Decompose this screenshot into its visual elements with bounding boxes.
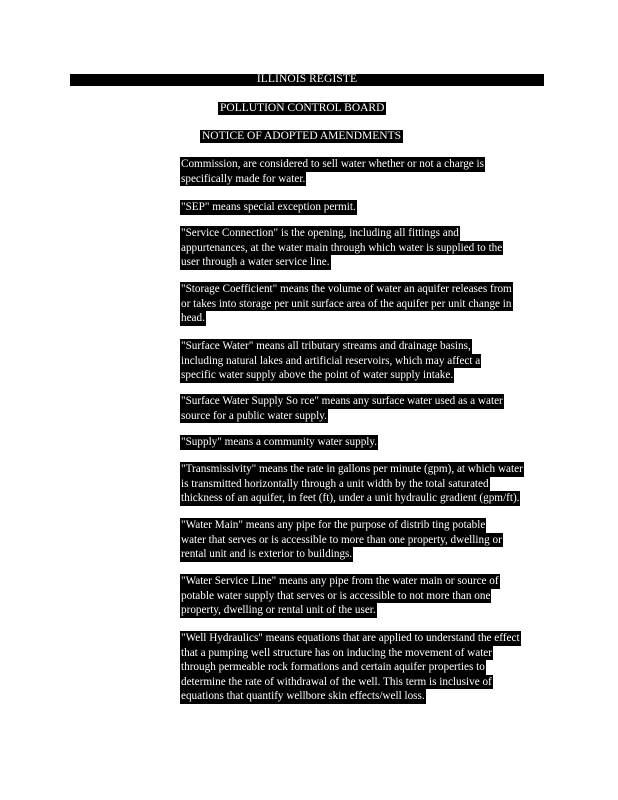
definition-surface-water (180, 339, 481, 383)
definition-sep (180, 200, 357, 215)
paragraph-line: "Water Main" means any pipe for the purpose of distrib ting potable (181, 519, 486, 531)
paragraph-line: potable water supply that serves or is accessible to not more than one (181, 589, 491, 602)
paragraph-line: through permeable rock formations and certain aquifer properties to (181, 661, 485, 674)
paragraph-line: head. (181, 312, 205, 325)
definition-well-hydraulics (180, 631, 521, 704)
running-header-bar (70, 74, 544, 86)
paragraph-line: determine the rate of withdrawal of the well. This term is inclusive of (181, 675, 492, 688)
paragraph-line: including natural lakes and artificial reservoirs, which may affect a (181, 354, 481, 367)
definition-water-service-line (180, 574, 500, 618)
definition-supply (180, 435, 378, 450)
paragraph-line: thickness of an aquifer, in feet (ft), under a unit hydraulic gradient (gpm/ft). (181, 492, 520, 505)
paragraph-line: or takes into storage per unit surface area of the aquifer per unit change in (181, 297, 512, 310)
paragraph-line: "Transmissivity" means the rate in gallons per minute (gpm), at which water (181, 463, 523, 475)
paragraph-line: is transmitted horizontally through a unit width by the total saturated (181, 477, 489, 490)
paragraph-commission-continuation (180, 157, 485, 186)
paragraph-line: "SEP" means special exception permit. (181, 201, 356, 213)
paragraph-line: equations that quantify wellbore skin effects/well loss. (181, 690, 425, 703)
running-header-title: ILLINOIS REGISTE (256, 73, 358, 85)
notice-heading: NOTICE OF ADOPTED AMENDMENTS (202, 130, 402, 142)
definition-storage-coefficient (180, 282, 513, 326)
paragraph-line: water that serves or is accessible to more than one property, dwelling or (181, 533, 502, 546)
paragraph-line: property, dwelling or rental unit of the user. (181, 604, 376, 617)
paragraph-line: "Surface Water" means all tributary streams and drainage basins, (181, 340, 471, 352)
paragraph-line: "Surface Water Supply So rce" means any surface water used as a water (181, 395, 503, 407)
definition-transmissivity (180, 462, 524, 506)
paragraph-line: "Water Service Line" means any pipe from the water main or source of (181, 575, 499, 587)
definition-water-main (180, 518, 503, 562)
paragraph-line: "Supply" means a community water supply. (181, 436, 378, 448)
paragraph-line: "Well Hydraulics" means equations that are applied to understand the effect (181, 632, 520, 644)
agency-heading: POLLUTION CONTROL BOARD (220, 102, 385, 114)
paragraph-line: rental unit and is exterior to buildings. (181, 548, 353, 561)
paragraph-line: Commission, are considered to sell water whether or not a charge is (181, 158, 485, 170)
paragraph-line: "Service Connection" is the opening, including all fittings and (181, 227, 459, 239)
paragraph-line: "Storage Coefficient" means the volume of water an aquifer releases from (181, 283, 512, 295)
paragraph-line: user through a water service line. (181, 256, 330, 269)
paragraph-line: that a pumping well structure has on inducing the movement of water (181, 646, 492, 659)
definition-service-connection (180, 226, 503, 270)
paragraph-line: specific water supply above the point of water supply intake. (181, 369, 454, 382)
paragraph-line: source for a public water supply. (181, 409, 327, 422)
paragraph-line: appurtenances, at the water main through which water is supplied to the (181, 241, 503, 254)
paragraph-line: specifically made for water. (181, 172, 306, 185)
definition-surface-water-supply-source (180, 394, 504, 423)
